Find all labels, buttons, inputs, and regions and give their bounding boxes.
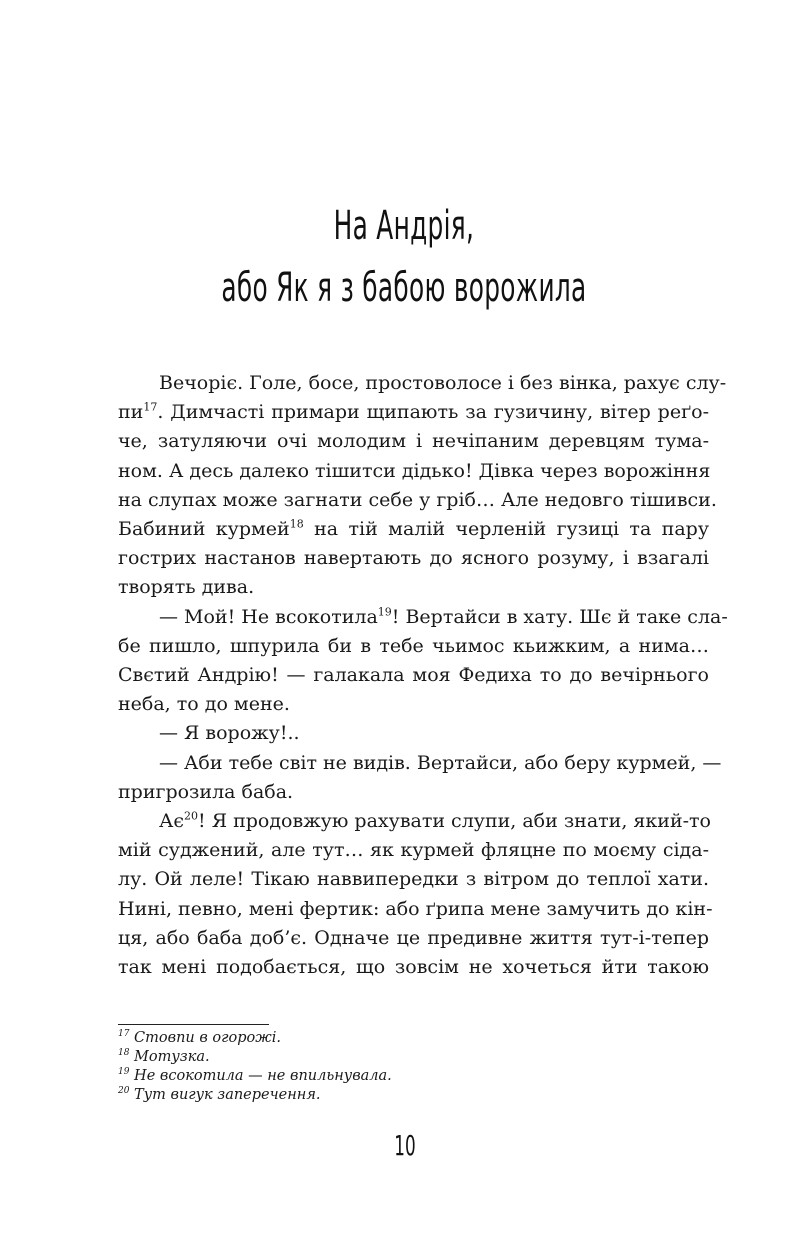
chapter-title: [157, 195, 652, 319]
text-line: [118, 661, 709, 690]
footnote-number: 17: [118, 1029, 130, 1040]
text-line: [118, 573, 709, 602]
text-line: [118, 369, 727, 398]
text-line: [118, 398, 709, 427]
text-line: [118, 924, 709, 953]
text-segment: Вечоріє. Голе, босе, простоволосе і без вінка, рахує слу-: [159, 372, 727, 394]
text-segment: Бабиний курмей: [118, 518, 290, 541]
text-segment: творять дива.: [118, 576, 255, 599]
footnote-text: Тут вигук заперечення.: [129, 1087, 321, 1103]
text-line: [118, 690, 709, 719]
text-segment: ця, або баба доб’є. Одначе це предивне життя тут-і-тепер: [118, 926, 709, 949]
text-segment: неба, то до мене.: [118, 693, 290, 716]
footnote: [118, 1029, 678, 1048]
text-segment: пи: [118, 401, 144, 424]
paragraph: [118, 719, 709, 748]
text-segment: Свєтий Андрію! — галакала моя Федиха то до вечірнього: [118, 664, 709, 687]
paragraph: [118, 369, 727, 603]
text-segment: пригрозила баба.: [118, 780, 294, 803]
text-segment: на слупах може загнати себе у гріб… Але недовго тішивси.: [118, 488, 717, 511]
footnote-ref: 20: [184, 809, 199, 823]
paragraph: [118, 749, 722, 807]
footnote-number: 19: [118, 1067, 130, 1078]
footnote-ref: 17: [143, 400, 158, 414]
footnote-text: Мотузка.: [129, 1049, 210, 1065]
text-line: [118, 603, 728, 632]
text-line: [118, 749, 722, 778]
text-segment: гострих настанов навертають до ясного розуму, і взагалі: [118, 547, 709, 570]
footnote-number: 18: [118, 1048, 130, 1059]
text-line: [118, 632, 709, 661]
text-line: [118, 895, 713, 924]
text-line: [118, 865, 709, 894]
text-line: [118, 953, 709, 982]
text-segment: — Мой! Не всокотила: [159, 605, 378, 628]
footnote-divider: [118, 1024, 269, 1025]
text-line: [118, 544, 709, 573]
footnote: [118, 1048, 678, 1067]
footnote-ref: 19: [377, 605, 392, 619]
text-line: [118, 807, 709, 836]
text-segment: Нині, певно, мені фертик: або ґрипа мене замучить до кін-: [118, 897, 713, 920]
footnote: [118, 1086, 678, 1105]
text-segment: . Димчасті примари щипають за гузичину, вітер реґо-: [157, 401, 709, 424]
footnotes: [118, 1029, 678, 1105]
text-line: [118, 457, 709, 486]
chapter-title-line-1: На Андрія,: [333, 203, 475, 249]
text-line: [118, 515, 709, 544]
text-segment: — Я ворожу!..: [159, 722, 300, 745]
text-segment: на тій малій черленій гузиці та пару: [303, 518, 710, 541]
text-segment: бе пишло, шпурила би в тебе чьимос кьижким, а нима…: [118, 634, 709, 657]
text-line: [118, 486, 717, 515]
page-number: 10: [394, 1129, 416, 1162]
text-segment: ном. А десь далеко тішитси дідько! Дівка через ворожіння: [118, 459, 711, 482]
text-line: [118, 719, 709, 748]
footnote: [118, 1067, 678, 1086]
footnote-number: 20: [118, 1086, 130, 1097]
text-segment: ! Я продовжую рахувати слупи, аби знати, який-то: [198, 810, 711, 833]
text-line: [118, 778, 709, 807]
text-segment: так мені подобається, що зовсім не хочеться йти такою: [118, 956, 709, 979]
body-text: [118, 369, 728, 982]
text-segment: — Аби тебе світ не видів. Вертайси, або беру курмей, —: [159, 751, 722, 774]
paragraph: [118, 807, 713, 982]
text-segment: че, затуляючи очі молодим і нечіпаним деревцям тума-: [118, 430, 709, 453]
text-segment: Ає: [159, 810, 185, 833]
chapter-title-line-2: або Як я з бабою ворожила: [221, 265, 587, 311]
footnote-text: Не всокотила — не впильнувала.: [129, 1068, 392, 1084]
text-line: [118, 427, 709, 456]
footnote-text: Стовпи в огорожі.: [129, 1030, 281, 1046]
text-segment: мій суджений, але тут… як курмей фляцне по моєму сіда-: [118, 839, 709, 862]
text-segment: лу. Ой леле! Тікаю наввипередки з вітром до теплої хати.: [118, 868, 709, 891]
text-segment: ! Вертайси в хату. Шє й таке сла-: [391, 605, 728, 628]
footnote-ref: 18: [289, 517, 304, 531]
paragraph: [118, 603, 728, 720]
text-line: [118, 836, 709, 865]
